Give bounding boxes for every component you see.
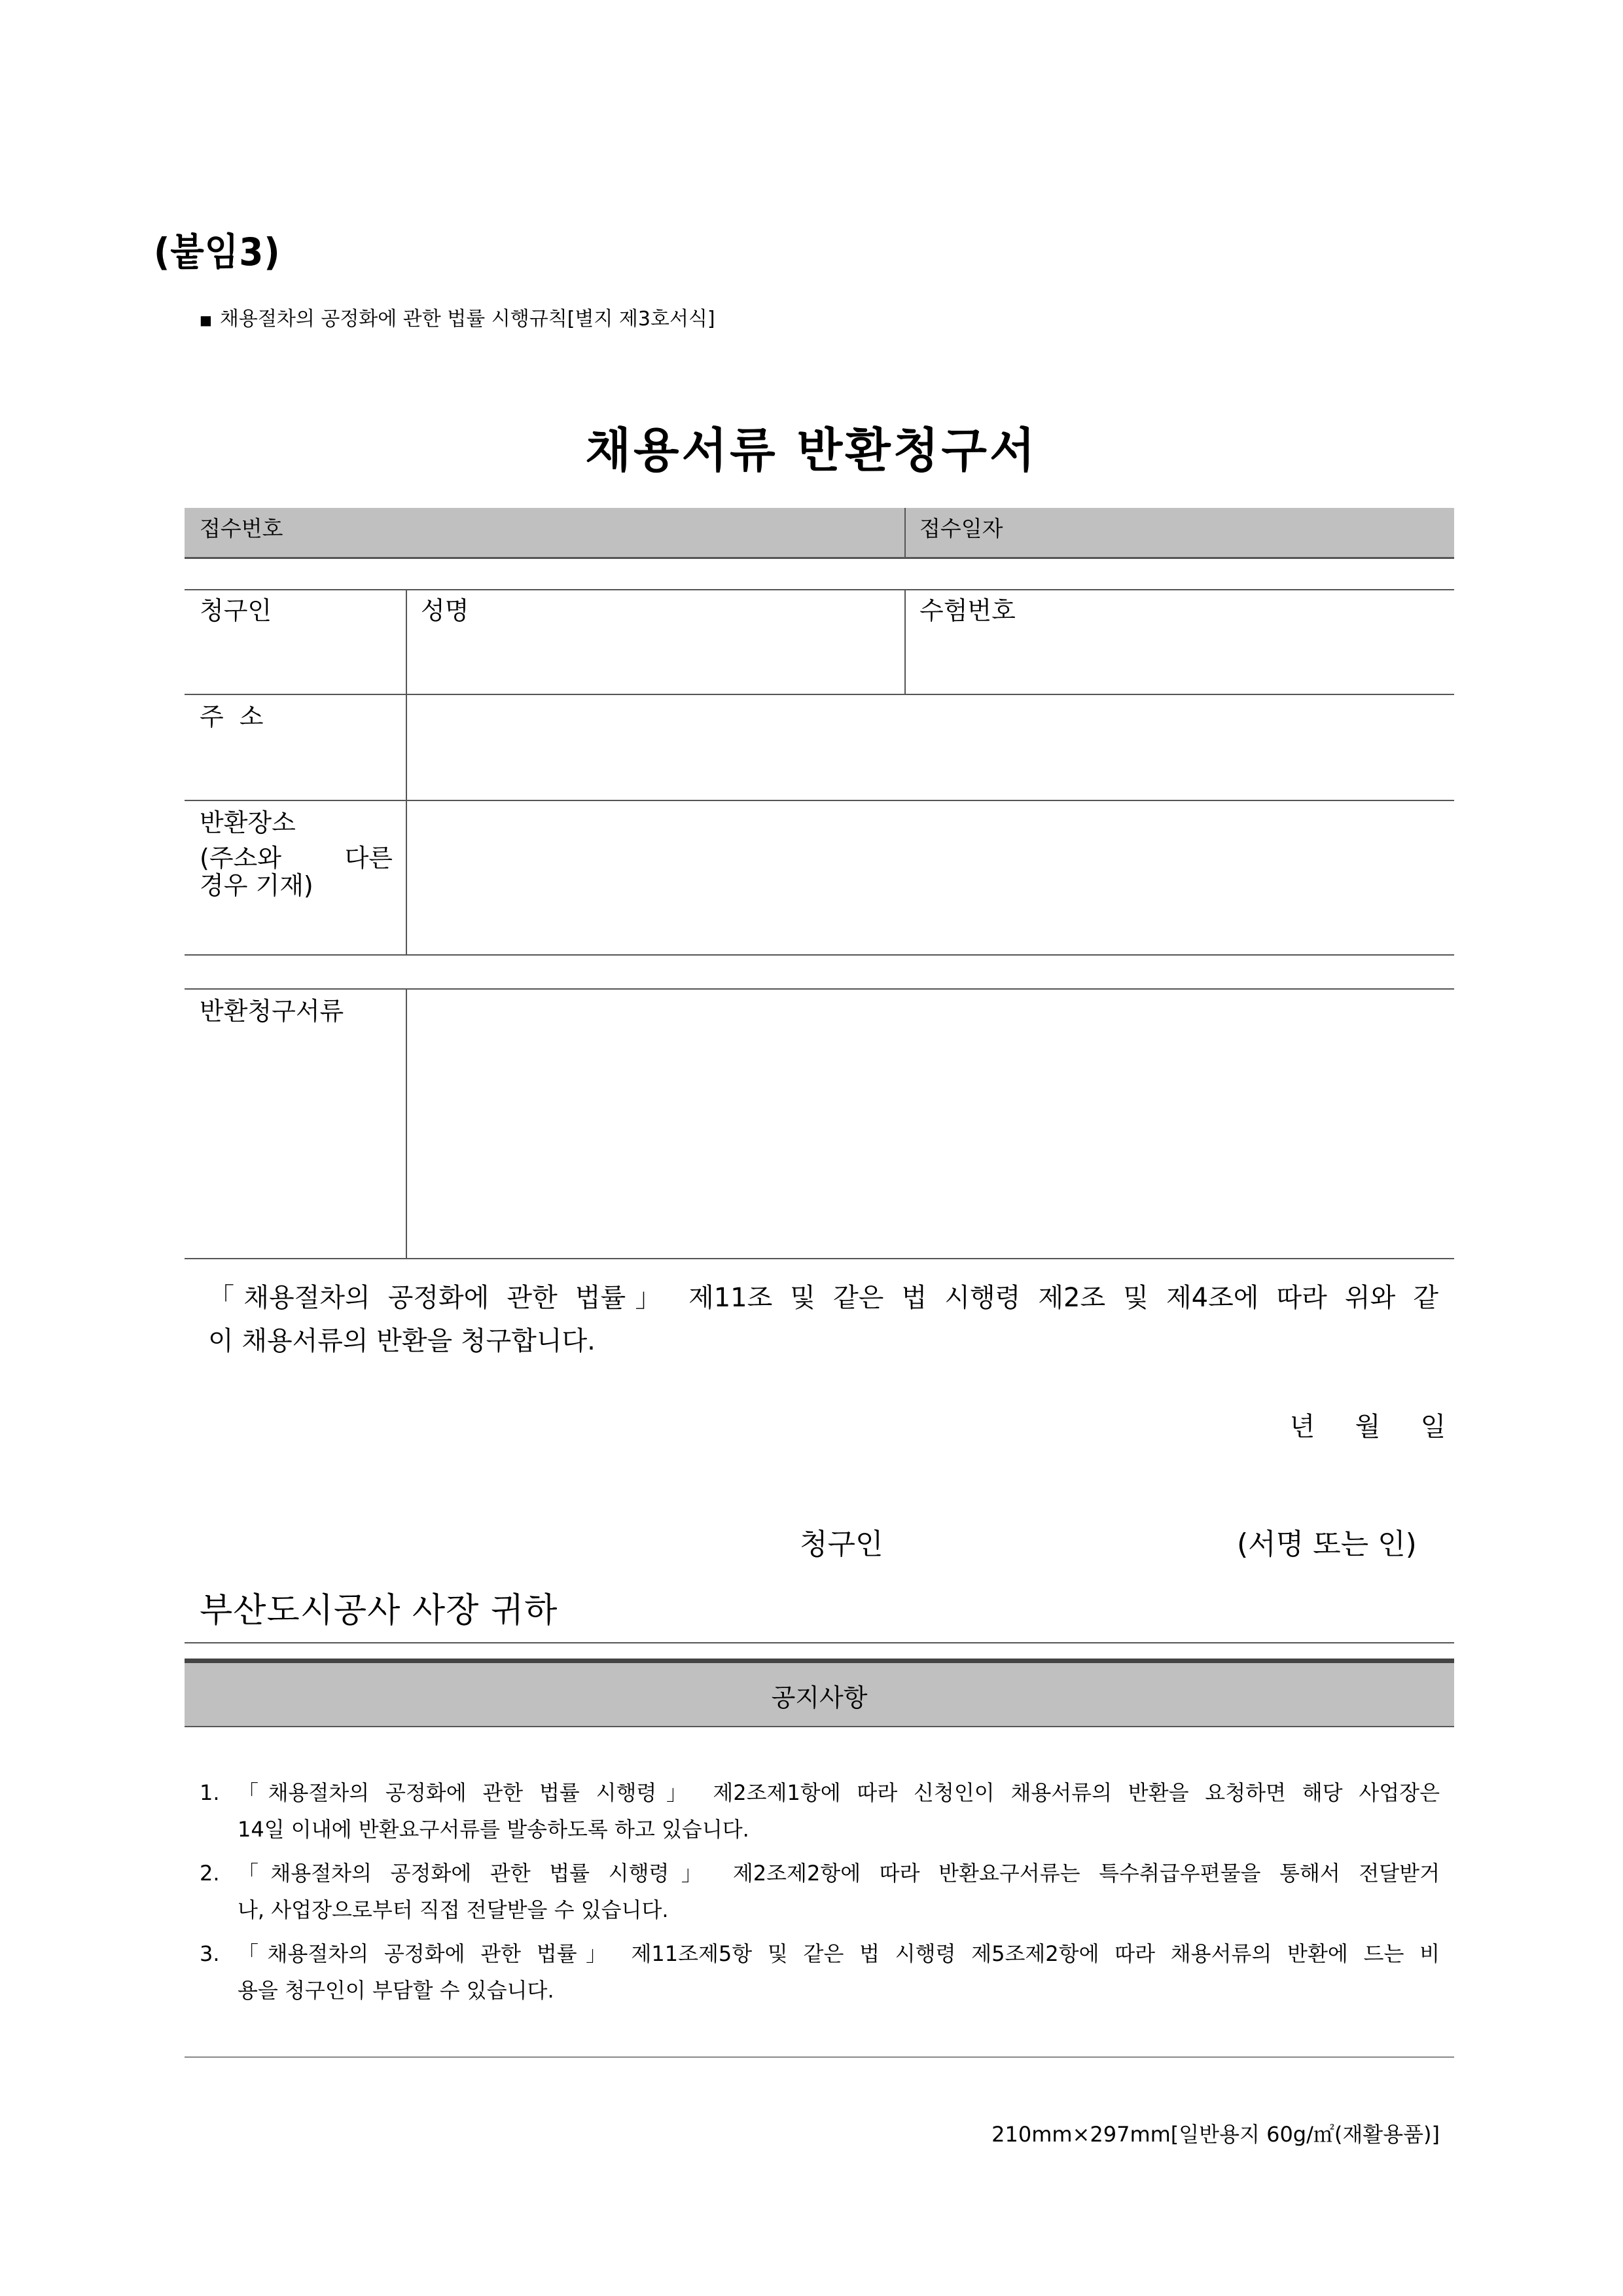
receipt-bar-bottom-rule — [185, 557, 1454, 559]
notice-item — [200, 1935, 1440, 2009]
receipt-date-label: 접수일자 — [919, 516, 1003, 541]
address-field[interactable] — [407, 695, 1453, 798]
signature-mark: (서명 또는 인) — [1237, 1528, 1417, 1561]
addressee: 부산도시공사 사장 귀하 — [200, 1591, 558, 1630]
notice-bottom-rule — [185, 2056, 1454, 2058]
notice-item-line-2: 용을 청구인이 부담할 수 있습니다. — [238, 1978, 554, 2003]
notice-item-number: 3. — [200, 1941, 220, 1966]
notice-item — [200, 1855, 1440, 1928]
year-label: 년 — [1289, 1412, 1315, 1442]
notice-item-line-1: 「채용절차의 공정화에 관한 법률 시행령」 제2조제2항에 따라 반환요구서류는 특수취급우편물을 통해서 전달받거 — [238, 1861, 1440, 1886]
attachment-label: (붙임3) — [154, 230, 281, 274]
receipt-bar-divider — [904, 508, 906, 558]
return-place-note-2: 경우 기재) — [200, 871, 313, 900]
document-title: 채용서류 반환청구서 — [585, 423, 1038, 478]
notice-item-line-1: 「채용절차의 공정화에 관한 법률 시행령」 제2조제1항에 따라 신청인이 채용서류의 반환을 요청하면 해당 사업장은 — [238, 1780, 1440, 1805]
notice-header-bottom-rule — [185, 1726, 1454, 1727]
return-place-field[interactable] — [407, 801, 1453, 953]
notice-item-number: 1. — [200, 1780, 220, 1805]
receipt-header-bar — [185, 508, 1454, 558]
square-bullet-icon: ■ — [200, 312, 212, 328]
month-label: 월 — [1355, 1412, 1381, 1442]
notice-item-line-2: 나, 사업장으로부터 직접 전달받을 수 있습니다. — [238, 1897, 669, 1922]
return-place-label: 반환장소 — [200, 808, 296, 837]
notice-item-line-1: 「채용절차의 공정화에 관한 법률」 제11조제5항 및 같은 법 시행령 제5조제2항에 따라 채용서류의 반환에 드는 비 — [238, 1941, 1440, 1966]
notice-item — [200, 1774, 1440, 1848]
notice-heavy-rule — [185, 1659, 1454, 1663]
exam-number-label: 수험번호 — [919, 596, 1016, 625]
date-line — [1270, 1406, 1466, 1443]
statement-line-1: 「채용절차의 공정화에 관한 법률」 제11조 및 같은 법 시행령 제2조 및 제4조에 따라 위와 같 — [208, 1283, 1438, 1313]
claimant-label: 청구인 — [200, 596, 272, 625]
documents-field[interactable] — [407, 990, 1453, 1257]
return-place-note-1: (주소와 다른 — [200, 844, 393, 872]
day-label: 일 — [1420, 1412, 1446, 1442]
law-reference — [200, 302, 715, 331]
statement-line-2: 이 채용서류의 반환을 청구합니다. — [208, 1326, 596, 1356]
name-label: 성명 — [421, 596, 469, 625]
return-place-row-rule — [185, 954, 1454, 956]
name-field[interactable] — [407, 628, 903, 692]
notice-title: 공지사항 — [771, 1683, 868, 1712]
exam-number-field[interactable] — [906, 628, 1453, 692]
address-label: 주 소 — [200, 702, 268, 731]
claimant-table-top-rule — [185, 589, 1454, 590]
signature-claimant-label: 청구인 — [800, 1528, 883, 1561]
addressee-rule — [185, 1642, 1454, 1643]
law-reference-text: 채용절차의 공정화에 관한 법률 시행규칙[별지 제3호서식] — [219, 308, 715, 331]
paper-spec-footer: 210mm×297mm[일반용지 60g/㎡(재활용품)] — [991, 2122, 1440, 2147]
notice-item-number: 2. — [200, 1861, 220, 1886]
documents-label: 반환청구서류 — [200, 997, 344, 1026]
notice-item-line-2: 14일 이내에 반환요구서류를 발송하도록 하고 있습니다. — [238, 1817, 749, 1842]
documents-table-bottom-rule — [185, 1258, 1454, 1259]
receipt-number-label: 접수번호 — [200, 516, 283, 541]
